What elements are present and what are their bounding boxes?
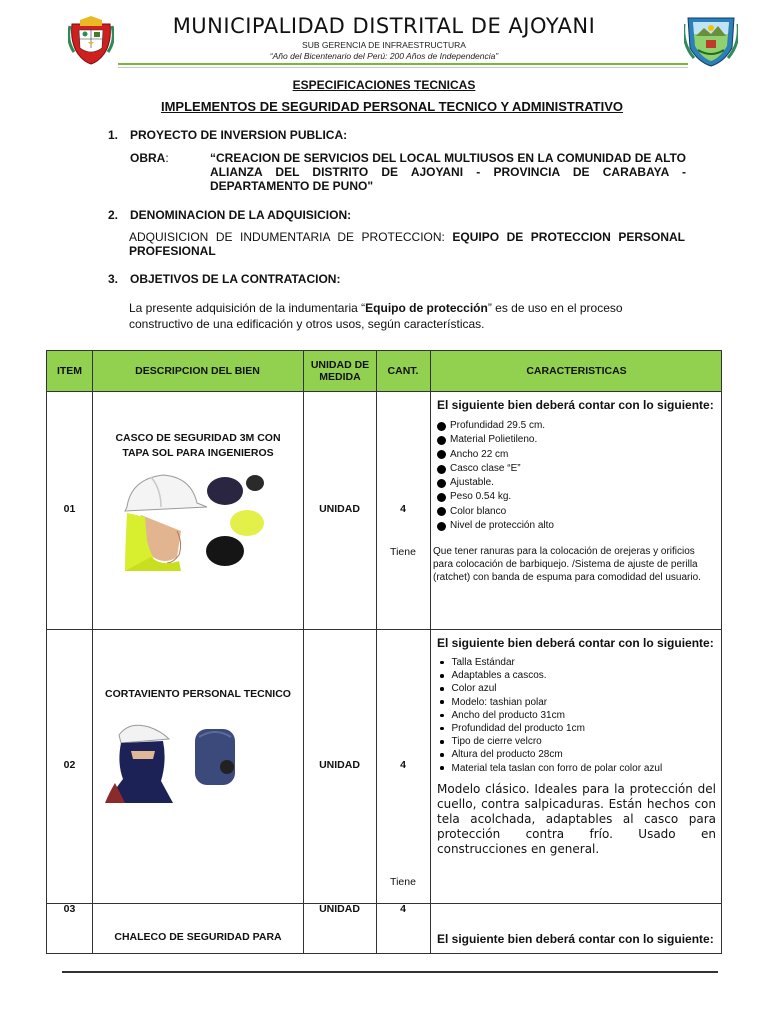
- list-item: Profundidad del producto 1cm: [437, 722, 662, 735]
- section-2-heading: 2. DENOMINACION DE LA ADQUISICION:: [108, 208, 352, 222]
- row-1-feature-list: [437, 419, 554, 533]
- list-item: Material Polietileno.: [437, 433, 554, 447]
- th-quantity: CANT.: [387, 365, 419, 377]
- row-2-unit: UNIDAD: [319, 759, 360, 771]
- list-item: Color azul: [437, 682, 662, 695]
- section-1-heading: 1. PROYECTO DE INVERSION PUBLICA:: [108, 128, 348, 142]
- list-item: Talla Estándar: [437, 656, 662, 669]
- row-3-intro: El siguiente bien deberá contar con lo siguiente:: [437, 932, 714, 946]
- row-1-tiene: Tiene: [390, 546, 416, 558]
- list-item: Ancho 22 cm: [437, 448, 554, 462]
- th-unit: UNIDAD DE MEDIDA: [310, 359, 370, 383]
- row-3-unit: UNIDAD: [319, 903, 360, 915]
- list-item: Color blanco: [437, 505, 554, 519]
- th-item: ITEM: [56, 365, 83, 377]
- row-2-note: Modelo clásico. Ideales para la protección del cuello, contra salpicaduras. Están hechos con tela acolchada, adaptables al casco para protección contra frío. Usado en construcciones en general.: [437, 782, 716, 856]
- obra-text: “CREACION DE SERVICIOS DEL LOCAL MULTIUSOS EN LA COMUNIDAD DE ALTO ALIANZA DEL DISTRITO DE AJOYANI - PROVINCIA DE CARABAYA - DEPARTAMENTO DE PUNO": [210, 151, 686, 193]
- row-1-unit: UNIDAD: [319, 503, 360, 515]
- row-3-item: 03: [63, 903, 76, 915]
- list-item: Casco clase “E”: [437, 462, 554, 476]
- th-description: DESCRIPCION DEL BIEN: [135, 365, 260, 377]
- list-item: Ajustable.: [437, 476, 554, 490]
- row-2-item: 02: [63, 759, 76, 771]
- implements-title: IMPLEMENTOS DE SEGURIDAD PERSONAL TECNICO Y ADMINISTRATIVO: [160, 99, 624, 114]
- row-1-item: 01: [63, 503, 76, 515]
- helmet-product-image: [121, 471, 271, 576]
- list-item: Adaptables a cascos.: [437, 669, 662, 682]
- header-divider-thin: [118, 67, 688, 68]
- spec-title: ESPECIFICACIONES TECNICAS: [292, 78, 476, 92]
- row-2-tiene: Tiene: [390, 876, 416, 888]
- row-2-intro: El siguiente bien deberá contar con lo siguiente:: [437, 636, 714, 650]
- section-3-heading: 3. OBJETIVOS DE LA CONTRATACION:: [108, 272, 341, 286]
- windbreaker-product-image: [101, 723, 261, 805]
- row-2-feature-list: [437, 656, 662, 775]
- list-item: Ancho del producto 31cm: [437, 709, 662, 722]
- section-2-text: ADQUISICION DE INDUMENTARIA DE PROTECCION: EQUIPO DE PROTECCION PERSONAL PROFESIONAL: [129, 230, 685, 258]
- list-item: Profundidad 29.5 cm.: [437, 419, 554, 433]
- list-item: Peso 0.54 kg.: [437, 490, 554, 504]
- spec-table: [46, 350, 722, 954]
- row-3-quantity: 4: [400, 903, 406, 915]
- page-title: MUNICIPALIDAD DISTRITAL DE AJOYANI: [172, 14, 596, 38]
- footer-divider: [62, 971, 718, 973]
- row-2-description: CORTAVIENTO PERSONAL TECNICO: [105, 688, 291, 700]
- ajoyani-shield-icon: [684, 14, 738, 68]
- header-subtitle: SUB GERENCIA DE INFRAESTRUCTURA: [302, 40, 466, 50]
- list-item: Altura del producto 28cm: [437, 748, 662, 761]
- th-characteristics: CARACTERISTICAS: [526, 365, 627, 377]
- list-item: Nivel de protección alto: [437, 519, 554, 533]
- header-motto: “Año del Bicentenario del Perú: 200 Años de Independencia”: [269, 51, 499, 61]
- list-item: Material tela taslan con forro de polar color azul: [437, 762, 662, 775]
- obra-label: OBRA:: [130, 151, 169, 165]
- header-divider: [118, 63, 688, 65]
- row-2-quantity: 4: [400, 759, 406, 771]
- row-1-quantity: 4: [400, 503, 406, 515]
- row-1-intro: El siguiente bien deberá contar con lo siguiente:: [437, 398, 714, 412]
- row-1-description: CASCO DE SEGURIDAD 3M CON TAPA SOL PARA INGENIEROS: [115, 432, 281, 459]
- list-item: Tipo de cierre velcro: [437, 735, 662, 748]
- section-3-text: La presente adquisición de la indumentaria “Equipo de protección” es de uso en el proceso constructivo de una edificación y otros usos, según características.: [129, 301, 623, 331]
- row-1-note: Que tener ranuras para la colocación de orejeras y orificios para colocación de barbiquejo. /Sistema de ajuste de perilla (ratchet) con banda de espuma para comodidad del usuario.: [433, 546, 701, 583]
- row-3-description: CHALECO DE SEGURIDAD PARA: [114, 931, 282, 943]
- list-item: Modelo: tashian polar: [437, 696, 662, 709]
